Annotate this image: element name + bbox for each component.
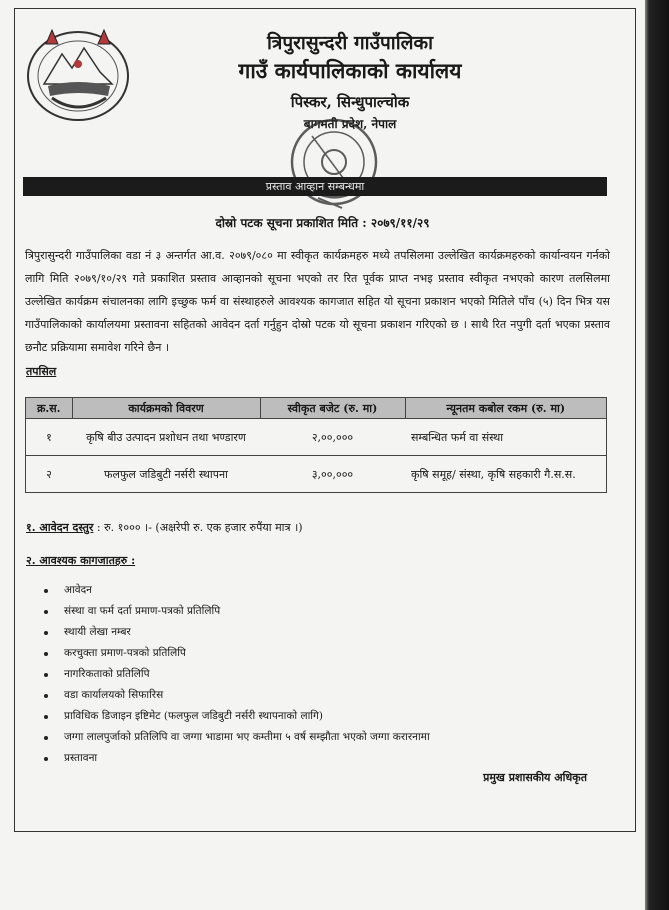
cell-sn: २ <box>26 456 73 493</box>
list-item: प्रस्तावना <box>40 748 430 769</box>
office-stamp <box>282 112 386 218</box>
office-name: गाउँ कार्यपालिकाको कार्यालय <box>238 58 462 83</box>
list-item: स्थायी लेखा नम्बर <box>40 622 430 643</box>
required-documents-list <box>40 580 430 769</box>
cell-program: फलफुल जडिबुटी नर्सरी स्थापना <box>72 456 260 493</box>
program-table <box>25 397 607 493</box>
cell-eligible: सम्बन्धित फर्म वा संस्था <box>405 419 607 456</box>
application-fee-text: : रु. १००० ।- (अक्षरेपी रु. एक हजार रुपैंया मात्र ।) <box>93 521 303 534</box>
list-item: वडा कार्यालयको सिफारिस <box>40 685 430 706</box>
schedule-heading: तपसिल <box>26 365 57 378</box>
documents-heading: २. आवश्यक कागजातहरु : <box>26 554 136 567</box>
list-item: संस्था वा फर्म दर्ता प्रमाण-पत्रको प्रतिलिपि <box>40 601 430 622</box>
list-item: जग्गा लालपुर्जाको प्रतिलिपि वा जग्गा भाडामा भए कम्तीमा ५ वर्ष सम्झौता भएको जग्गा करारनामा <box>40 727 430 748</box>
list-item: करचुक्ता प्रमाण-पत्रको प्रतिलिपि <box>40 643 430 664</box>
notice-body-paragraph: त्रिपुरासुन्दरी गाउँपालिका वडा नं ३ अन्तर्गत आ.व. २०७९/०८० मा स्वीकृत कार्यक्रमहरु मध्ये तपसिलमा उल्लेखित कार्यक्रमहरुको कार्यान्वयन गर्नको लागि मिति २०७९/१०/२९ गते प्रकाशित प्रस्ताव आव्हानको सूचना भएको तर रित पूर्वक प्राप्त नभइ प्रस्ताव स्वीकृत नभएको कारण तलसिलमा उल्लेखित कार्यक्रम संचालनका लागि इच्छुक फर्म वा संस्थाहरुले आवश्यक कागजात सहित यो सूचना प्रकाशन भएको मितिले पाँच (५) दिन भित्र यस गाउँपालिकाको कार्यालयमा प्रस्तावना सहितको आवेदन दर्ता गर्नुहुन दोस्रो पटक यो सूचना प्रकाशन गरिएको छ । साथै रित नपुगी दर्ता भएका प्रस्ताव छनौट प्रक्रियामा समावेश गरिने छैन । <box>25 249 610 354</box>
table-row <box>26 419 607 456</box>
nepal-emblem-logo <box>22 24 134 124</box>
notice-publish-date: दोस्रो पटक सूचना प्रकाशित मिति : २०७९/११/२९ <box>215 216 430 230</box>
cell-budget: २,००,००० <box>260 419 405 456</box>
province-name: बागमती प्रदेश, नेपाल <box>303 117 397 131</box>
column-header-sn: क्र.स. <box>26 398 73 419</box>
column-header-program: कार्यक्रमको विवरण <box>72 398 260 419</box>
list-item: प्राविधिक डिजाइन इष्टिमेट (फलफुल जडिबुटी नर्सरी स्थापनाको लागि) <box>40 706 430 727</box>
application-fee <box>26 520 303 535</box>
cell-eligible: कृषि समूह/ संस्था, कृषि सहकारी गै.स.स. <box>405 456 607 493</box>
list-item: नागरिकताको प्रतिलिपि <box>40 664 430 685</box>
column-header-minimum-bid: न्यूनतम कबोल रकम (रु. मा) <box>405 398 607 419</box>
application-fee-label: १. आवेदन दस्तुर <box>26 521 94 534</box>
scan-edge <box>645 0 669 910</box>
office-location: पिस्कर, सिन्धुपाल्चोक <box>290 93 410 111</box>
cell-sn: १ <box>26 419 73 456</box>
cell-program: कृषि बीउ उत्पादन प्रशोधन तथा भण्डारण <box>72 419 260 456</box>
cell-budget: ३,००,००० <box>260 456 405 493</box>
table-header-row <box>26 398 607 419</box>
table-row <box>26 456 607 493</box>
notice-subject-banner: प्रस्ताव आव्हान सम्बन्धमा <box>23 177 607 196</box>
list-item: आवेदन <box>40 580 430 601</box>
signatory-title: प्रमुख प्रशासकीय अधिकृत <box>483 771 587 784</box>
municipality-name: त्रिपुरासुन्दरी गाउँपालिका <box>266 32 434 54</box>
column-header-budget: स्वीकृत बजेट (रु. मा) <box>260 398 405 419</box>
